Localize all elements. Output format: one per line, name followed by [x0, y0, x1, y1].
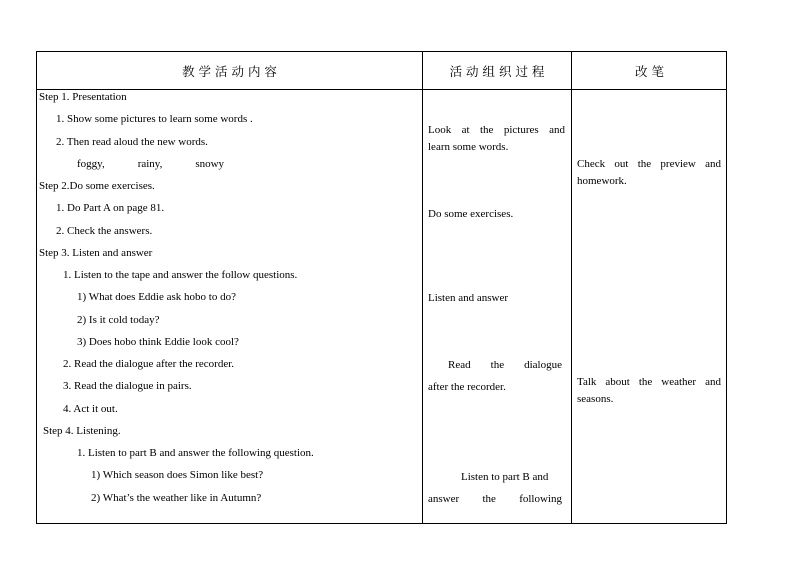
content-line: Step 1. Presentation — [39, 91, 127, 103]
header-revision-notes: 改 笔 — [635, 64, 664, 79]
content-line: 2) What’s the weather like in Autumn? — [91, 492, 262, 504]
content-line: 2. Read the dialogue after the recorder. — [63, 358, 235, 370]
content-line: Step 3. Listen and answer — [39, 247, 153, 259]
content-line: Step 4. Listening. — [43, 425, 121, 437]
lesson-plan-table — [36, 51, 727, 524]
note-text: homework. — [577, 175, 627, 187]
column-divider-1 — [422, 52, 423, 523]
process-text: Listen and answer — [428, 292, 509, 304]
content-line: 2) Is it cold today? — [77, 314, 160, 326]
process-text: Read the dialogue — [448, 359, 562, 371]
process-text: Look at the pictures and — [428, 124, 565, 136]
content-line: 4. Act it out. — [63, 403, 118, 415]
content-line: 1) Which season does Simon like best? — [91, 469, 264, 481]
content-line: 2. Check the answers. — [56, 225, 153, 237]
column-divider-2 — [571, 52, 572, 523]
process-text: learn some words. — [428, 141, 509, 153]
content-line: 3) Does hobo think Eddie look cool? — [77, 336, 239, 348]
content-line: 3. Read the dialogue in pairs. — [63, 380, 192, 392]
content-line: 2. Then read aloud the new words. — [56, 136, 208, 148]
process-text: answer the following — [428, 493, 562, 505]
header-activity-process: 活 动 组 织 过 程 — [449, 64, 545, 79]
content-line: foggy, rainy, snowy — [77, 158, 225, 170]
process-text: after the recorder. — [428, 381, 506, 393]
process-text: Listen to part B and — [461, 471, 549, 483]
content-line: 1) What does Eddie ask hobo to do? — [77, 291, 236, 303]
header-teaching-content: 教 学 活 动 内 容 — [182, 64, 277, 79]
note-text: seasons. — [577, 393, 614, 405]
note-text: Talk about the weather and — [577, 376, 721, 388]
note-text: Check out the preview and — [577, 158, 721, 170]
content-line: 1. Listen to part B and answer the following question. — [77, 447, 314, 459]
content-line: 1. Listen to the tape and answer the follow questions. — [63, 269, 298, 281]
content-line: 1. Show some pictures to learn some words . — [56, 113, 253, 125]
process-text: Do some exercises. — [428, 208, 514, 220]
content-line: 1. Do Part A on page 81. — [56, 202, 165, 214]
content-line: Step 2.Do some exercises. — [39, 180, 155, 192]
